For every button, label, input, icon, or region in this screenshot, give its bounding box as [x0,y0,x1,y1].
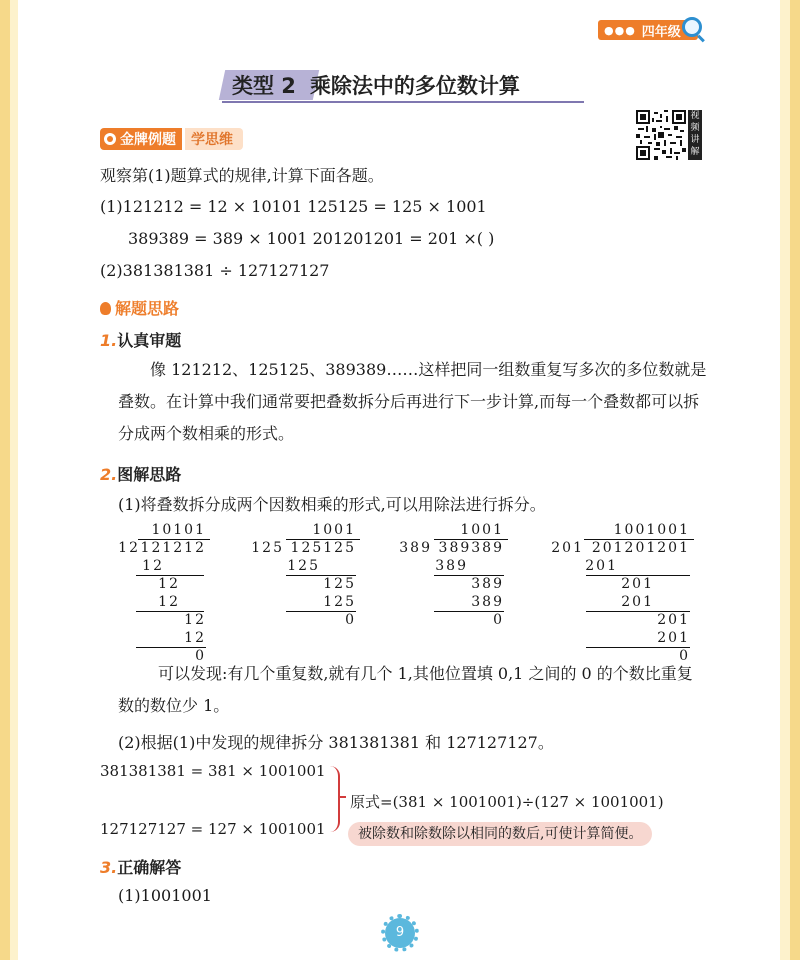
grade-label: 四年级 [641,24,681,40]
answer-1: (1)1001001 [118,886,212,905]
divisor: 389 [399,540,432,556]
example-section-tag [100,128,243,150]
divisor: 12 [118,540,140,556]
finding-paragraph: 可以发现:有几个重复数,就有几个 1,其他位置填 0,1 之间的 0 的个数比重复数的数位少 1。 [118,664,693,715]
step2-intro: (1)将叠数拆分成两个因数相乘的形式,可以用除法进行拆分。 [118,495,546,514]
long-division-4 [548,520,694,664]
thinking-heading: 解题思路 [100,296,179,319]
page-title [232,71,520,101]
lightbulb-icon [100,302,111,315]
problem-q1-line2: 389389 = 389 × 1001 201201201 = 201 ×( ) [128,229,495,248]
quotient: 1001001 [613,522,690,538]
medal-icon [104,133,116,145]
page-number-gear-icon: 9 [385,918,415,948]
brace-bracket [328,766,340,832]
magnifier-icon [682,17,702,37]
division-step: 389 [471,594,504,610]
division-step: 12 [184,630,206,646]
title-underline [222,101,584,103]
original-expression: 原式=(381 × 1001001)÷(127 × 1001001) [350,793,664,811]
step3-heading: 3.正确解答 [100,858,182,877]
division-step: 389 [435,558,468,574]
dividend: 389389 [438,540,504,556]
division-step: 125 [323,594,356,610]
quotient: 1001 [312,522,356,538]
split-equation-2: 127127127 = 127 × 1001001 [100,820,326,838]
dividend: 125125 [290,540,356,556]
dividend: 121212 [140,540,206,556]
step1-heading: 1.认真审题 [100,331,182,350]
title-type-label: 类型 2 [232,74,296,98]
division-step: 201 [585,558,618,574]
qr-code-icon[interactable] [636,110,686,160]
section-tag-main: 金牌例题 [120,132,176,148]
divisor: 125 [251,540,284,556]
qr-side-label: 视 频 讲 解 [688,110,702,160]
division-step: 201 [621,576,654,592]
long-division-3 [398,520,508,630]
long-division-2 [250,520,360,630]
division-step: 12 [158,576,180,592]
grade-badge [598,20,698,40]
problem-intro: 观察第(1)题算式的规律,计算下面各题。 [100,166,384,185]
division-step: 389 [471,576,504,592]
problem-q1-line1: (1)121212 = 12 × 10101 125125 = 125 × 1001 [100,197,487,216]
division-step: 12 [142,558,164,574]
division-remainder: 0 [493,612,504,628]
division-step: 12 [158,594,180,610]
long-division-1 [110,520,210,664]
problem-q2: (2)381381381 ÷ 127127127 [100,261,330,280]
hint-note: 被除数和除数除以相同的数后,可使计算简便。 [348,822,652,846]
step2-heading: 2.图解思路 [100,465,182,484]
division-remainder: 0 [345,612,356,628]
divisor: 201 [551,540,584,556]
division-remainder: 0 [679,648,690,664]
left-border [0,0,10,960]
division-step: 201 [621,594,654,610]
division-step: 12 [184,612,206,628]
part2-intro: (2)根据(1)中发现的规律拆分 381381381 和 127127127。 [118,733,554,752]
section-tag-sub: 学思维 [185,128,243,150]
division-step: 201 [657,612,690,628]
quotient: 10101 [151,522,206,538]
title-text: 乘除法中的多位数计算 [309,74,520,98]
division-remainder: 0 [195,648,206,664]
grade-dots: ●●● [604,23,636,37]
division-step: 125 [323,576,356,592]
dividend: 201201201 [591,540,690,556]
division-step: 125 [287,558,320,574]
division-step: 201 [657,630,690,646]
split-equation-1: 381381381 = 381 × 1001001 [100,762,326,780]
step1-paragraph: 像 121212、125125、389389……这样把同一组数重复写多次的多位数就是叠数。在计算中我们通常要把叠数拆分后再进行下一步计算,而每一个叠数都可以拆分成两个数相乘的形式。 [118,360,707,443]
quotient: 1001 [460,522,504,538]
right-border [790,0,800,960]
